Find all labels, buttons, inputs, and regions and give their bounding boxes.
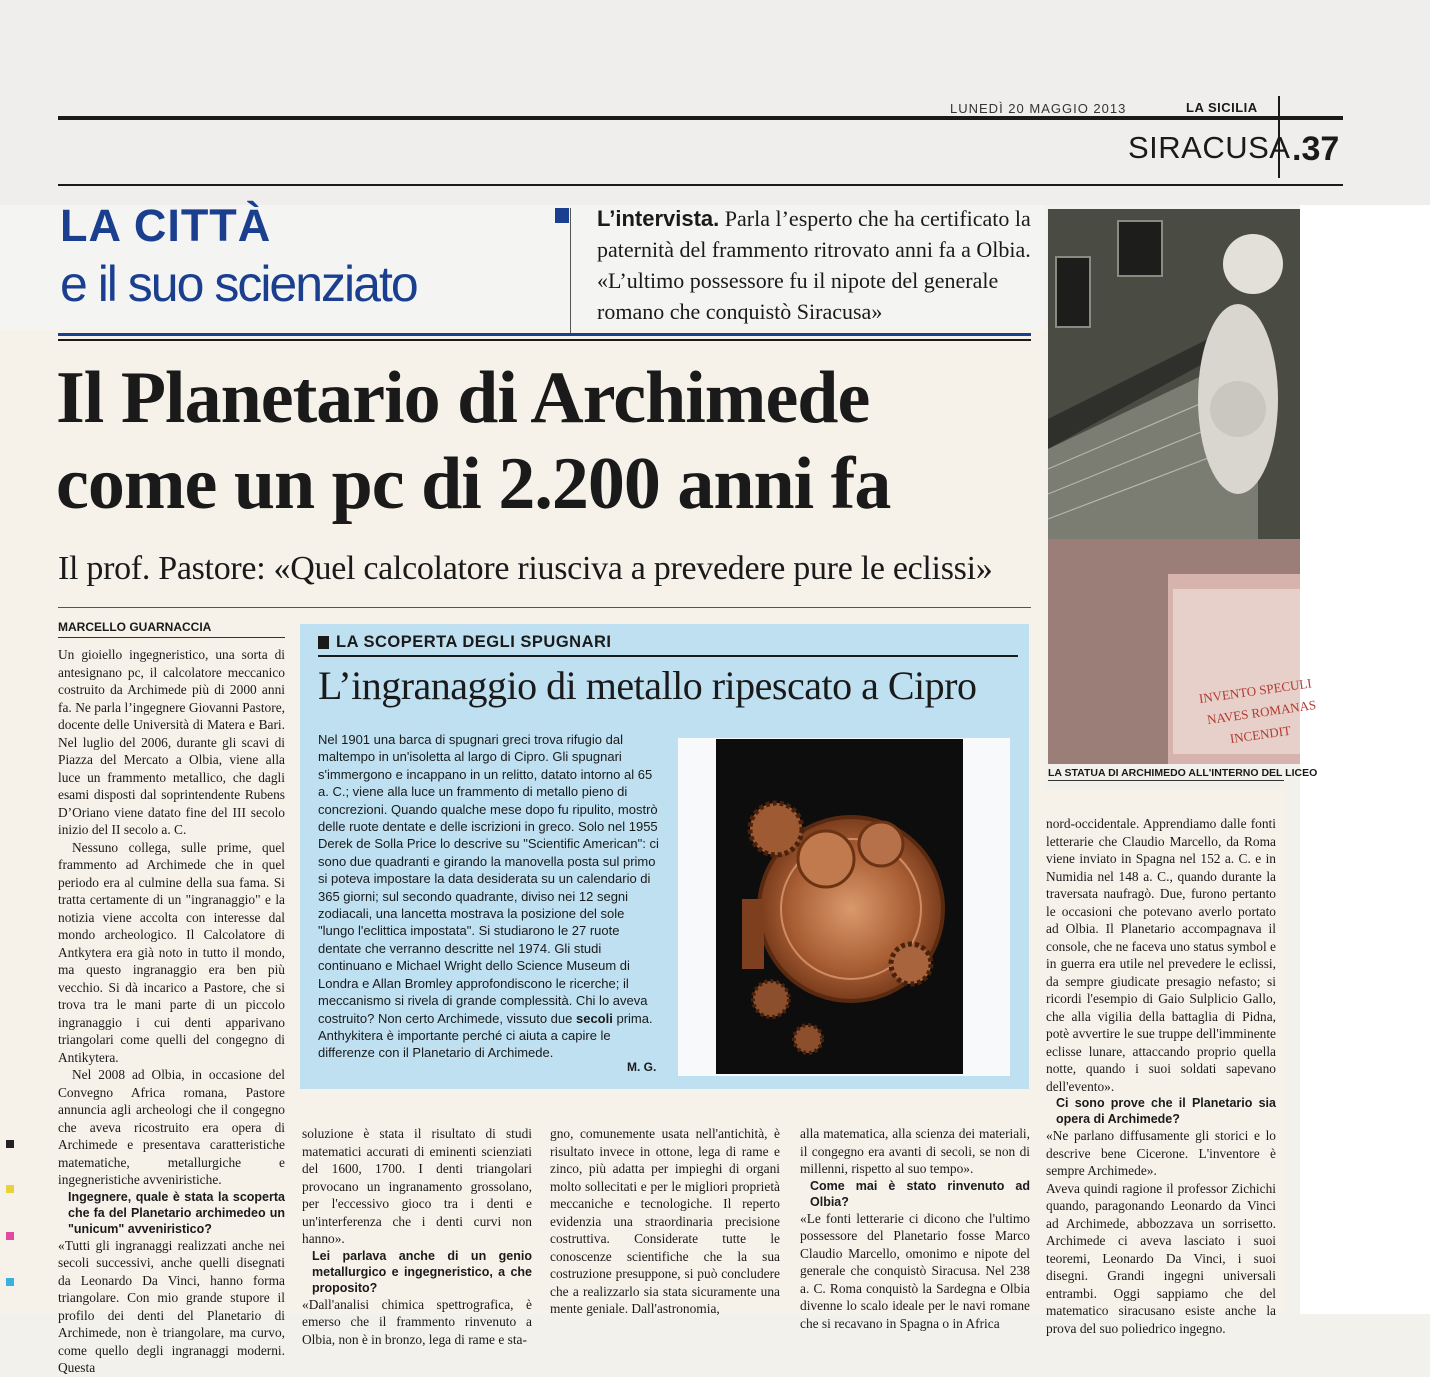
interview-question: Come mai è stato rinvenuto ad Olbia? — [810, 1178, 1030, 1209]
box-rule — [318, 655, 1018, 657]
kicker-black-rule — [58, 339, 1031, 341]
paragraph: nord-occidentale. Apprendiamo dalle fonti letterarie che Claudio Marcello, da Roma viene inviato in Spagna nel 152 a. C. e in Numidia nel 148 a. C., quando durante la traversata naufragò. Due, furono pertanto le occasioni che potevano averlo portato ad Olbia. Il Planetario accompagnava il console, che ne faceva uno status symbol e in guerra era utile nel prevedere le eclissi, da sempre giudicate presagio nefasto; si ricordi l'esempio di Gaio Sulplicio Gallo, che alla vigilia della battaglia di Pidna, potè avvertire le sue truppe dell'imminente eclisse lunare, attaccando proprio quella notte, quando i suoi soldati sapevano dell'evento». — [1046, 816, 1276, 1094]
interview-label: L’intervista. — [597, 206, 720, 231]
registration-mark — [6, 1140, 14, 1148]
registration-mark — [6, 1278, 14, 1286]
photo-caption: LA STATUA DI ARCHIMEDO ALL'INTERNO DEL LICEO — [1048, 767, 1318, 779]
kicker-title: LA CITTÀ — [60, 200, 272, 251]
header-bottom-rule — [58, 184, 1343, 186]
kicker-divider — [570, 208, 571, 334]
newspaper-name: LA SICILIA — [1186, 100, 1258, 115]
headline-line-2: come un pc di 2.200 anni fa — [56, 443, 891, 525]
article-column-2 — [302, 1125, 532, 1348]
interview-text: Parla l’esperto che ha certificato la paternità del frammento ritrovato anni fa a Olbia. «L’ultimo possessore fu il nipote del generale romano che conquistò Siracusa» — [597, 206, 1031, 324]
paragraph: gno, comunemente usata nell'antichità, è risultato invece in ottone, lega di rame e zinco, più adatta per impieghi di organi molto sollecitati e per le migliori proprietà meccaniche e tecnologiche. Il reperto evidenzia una straordinaria precisione costruttiva. Considerate tutte le conoscenze scientifiche che la sua costruzione presuppone, si può concludere che a realizzarlo sia stata sicuramente una mente geniale. Dall'astronomia, — [550, 1126, 780, 1316]
subheadline: Il prof. Pastore: «Quel calcolatore riusciva a prevedere pure le eclissi» — [58, 550, 993, 587]
paragraph: «Ne parlano diffusamente gli storici e lo descrive bene Cicerone. L'inventore è sempre Archimede». — [1046, 1128, 1276, 1178]
paragraph: Aveva quindi ragione il professor Zichichi quando, paragonando Leonardo da Vinci ad Archimede, abbozzava un sorrisetto. Archimede ci aveva lasciato i suoi teoremi, Leonardo Da Vinci, i suoi disegni. Grandi ingegni universali entrambi. Oggi sappiamo che del matematico siracusano esiste anche la prova del suo poliedrico ingegno. — [1046, 1180, 1276, 1336]
paragraph: alla matematica, alla scienza dei materiali, il congegno era avanti di secoli, se non di millenni, rispetto al suo tempo». — [800, 1126, 1030, 1176]
kicker-subtitle: e il suo scienziato — [60, 256, 417, 312]
registration-mark — [6, 1185, 14, 1193]
box-text — [318, 731, 663, 1062]
paragraph: soluzione è stata il risultato di studi matematici accurati di eminenti scienziati del 1600, 1700. I denti triangolari provocano un ingranamento grossolano, per l'eccessivo gioco tra i denti e un'interferenza che i denti curvi non hanno». — [302, 1126, 532, 1246]
headline-line-1: Il Planetario di Archimede — [56, 357, 870, 439]
registration-mark — [6, 1232, 14, 1240]
statue-inscription-1: INVENTO SPECULI — [1198, 675, 1313, 707]
page-number: .37 — [1292, 130, 1340, 168]
paragraph: «Le fonti letterarie ci dicono che l'ultimo possessore del Planetario fosse Marco Claudio Marcello, omonimo e nipote del generale che conquistò Siracusa. Nel 238 a. C. Roma conquistò la Sardegna e Olbia divenne lo scalo ideale per le navi romane che si recavano in Spagna o in Africa — [800, 1210, 1030, 1331]
box-signature: M. G. — [627, 1060, 657, 1074]
kicker-blue-rule — [58, 333, 1031, 336]
paragraph: Nessuno collega, sulle prime, quel frammento ad Archimede che in quel periodo era al culmine della sua fama. Si tratta certamente di un "ingranaggio" e la notizia viene accolta con interesse dal mondo archeologico. Il Calcolatore di Antkytera era già noto in tutto il mondo, ma questo ingranaggio era ben più vecchio. Si dà incarico a Pastore, che si trova tra le mani parte di un piccolo ingranaggio i cui denti apparivano triangolari come quelli del congegno di Antikytera. — [58, 839, 285, 1065]
box-text-part-b: prima. Anthykitera è importante perché ci aiuta a capire le differenze con il Planetario di Archimede. — [318, 1010, 653, 1061]
date-line: LUNEDÌ 20 MAGGIO 2013 — [950, 101, 1127, 116]
antikythera-mechanism-image — [716, 739, 963, 1074]
caption-rule — [1048, 780, 1284, 781]
box-text-bold: secoli — [575, 1010, 613, 1026]
interview-question: Ci sono prove che il Planetario sia opera di Archimede? — [1056, 1096, 1276, 1126]
statue-inscription-3: INCENDIT — [1228, 722, 1292, 747]
statue-photo — [1048, 209, 1317, 764]
subheadline-rule — [58, 607, 1031, 608]
article-column-1 — [58, 646, 285, 1377]
paragraph: «Tutti gli ingranaggi realizzati anche nei secoli successivi, anche quelli disegnati da Leonardo Da Vinci, hanno forma triangolare. Con mio grande stupore il profilo dei denti del Planetario di Archimede, non è triangolare, ma curvo, come quello degli ingranaggi moderni. Questa — [58, 1237, 285, 1375]
paragraph: Nel 2008 ad Olbia, in occasione del Convegno Africa romana, Pastore annuncia agli archeologi che il congegno che aveva ricostruito era opera di Archimede e presentava caratteristiche matematiche, metallurgiche e ingegneristiche avveniristiche. — [58, 1067, 285, 1187]
headline — [56, 355, 1046, 527]
interview-question: Lei parlava anche di un genio metallurgico e ingegneristico, a che proposito? — [312, 1248, 532, 1295]
box-title: L’ingranaggio di metallo ripescato a Cipro — [318, 663, 977, 708]
box-kicker-marker — [318, 636, 329, 649]
box-text-part-a: Nel 1901 una barca di spugnari greci trova rifugio dal maltempo in un'isoletta al largo di Cipro. Gli spugnari s'immergono e incappano in un relitto, datato intorno al 65 a. C.; viene alla luce un frammento di metallo pieno di concrezioni. Quando qualche mese dopo fu ripulito, mostrò delle ruote dentate e delle iscrizioni in greco. Solo nel 1955 Derek de Solla Price lo descrive su "Scientific American": ci sono due quadranti e girando la manovella posta sul primo si poteva impostare la data desiderata su un calendario di 365 giorni; sul secondo quadrante, diviso nei 12 segni zodiacali, una lancetta mostrava la posizione del sole "lungo l'eclittica impostata". Si studiarono le 27 ruote dentate che verranno descritte nel 1974. Gli studi continuano e Michael Wright dello Science Museum di Londra e Allan Bromley approfondiscono le ricerche; il meccanismo si rivela di grande complessità. Chi lo aveva costruito? Non certo Archimede, vissuto due — [318, 732, 659, 1026]
section-name: SIRACUSA — [1128, 130, 1291, 165]
byline-rule — [58, 637, 285, 638]
article-column-3 — [550, 1125, 780, 1318]
archimedes-statue-image — [1048, 209, 1317, 764]
paragraph: Un gioiello ingegneristico, una sorta di antesignano pc, il calcolatore meccanico costruito da Archimede più di 2000 anni fa. Ne parla l’ingegnere Giovanni Pastore, docente delle Università di Matera e Bari. Nel luglio del 2006, durante gli scavi di Piazza del Mercato a Olbia, viene alla luce un frammento metallico, che dagli esami disposti dal soprintendente Rubens D’Oriano viene datato fine del III secolo inizio del II secolo a. C. — [58, 647, 285, 837]
statue-inscription-2: NAVES ROMANAS — [1206, 696, 1317, 728]
kicker-marker — [555, 208, 569, 223]
article-column-5 — [1046, 815, 1276, 1337]
paragraph: «Dall'analisi chimica spettrografica, è emerso che il frammento rinvenuto a Olbia, non è in bronzo, lega di rame e sta- — [302, 1296, 532, 1347]
interview-question: Ingegnere, quale è stata la scoperta che fa del Planetario archimedeo un "unicum" avveniristico? — [68, 1189, 285, 1236]
box-kicker: LA SCOPERTA DEGLI SPUGNARI — [336, 633, 612, 651]
byline: MARCELLO GUARNACCIA — [58, 620, 212, 634]
interview-summary — [597, 203, 1037, 327]
mechanism-photo — [716, 739, 963, 1074]
header-rule — [58, 116, 1343, 120]
scan-margin — [1300, 205, 1430, 1314]
article-column-4 — [800, 1125, 1030, 1332]
